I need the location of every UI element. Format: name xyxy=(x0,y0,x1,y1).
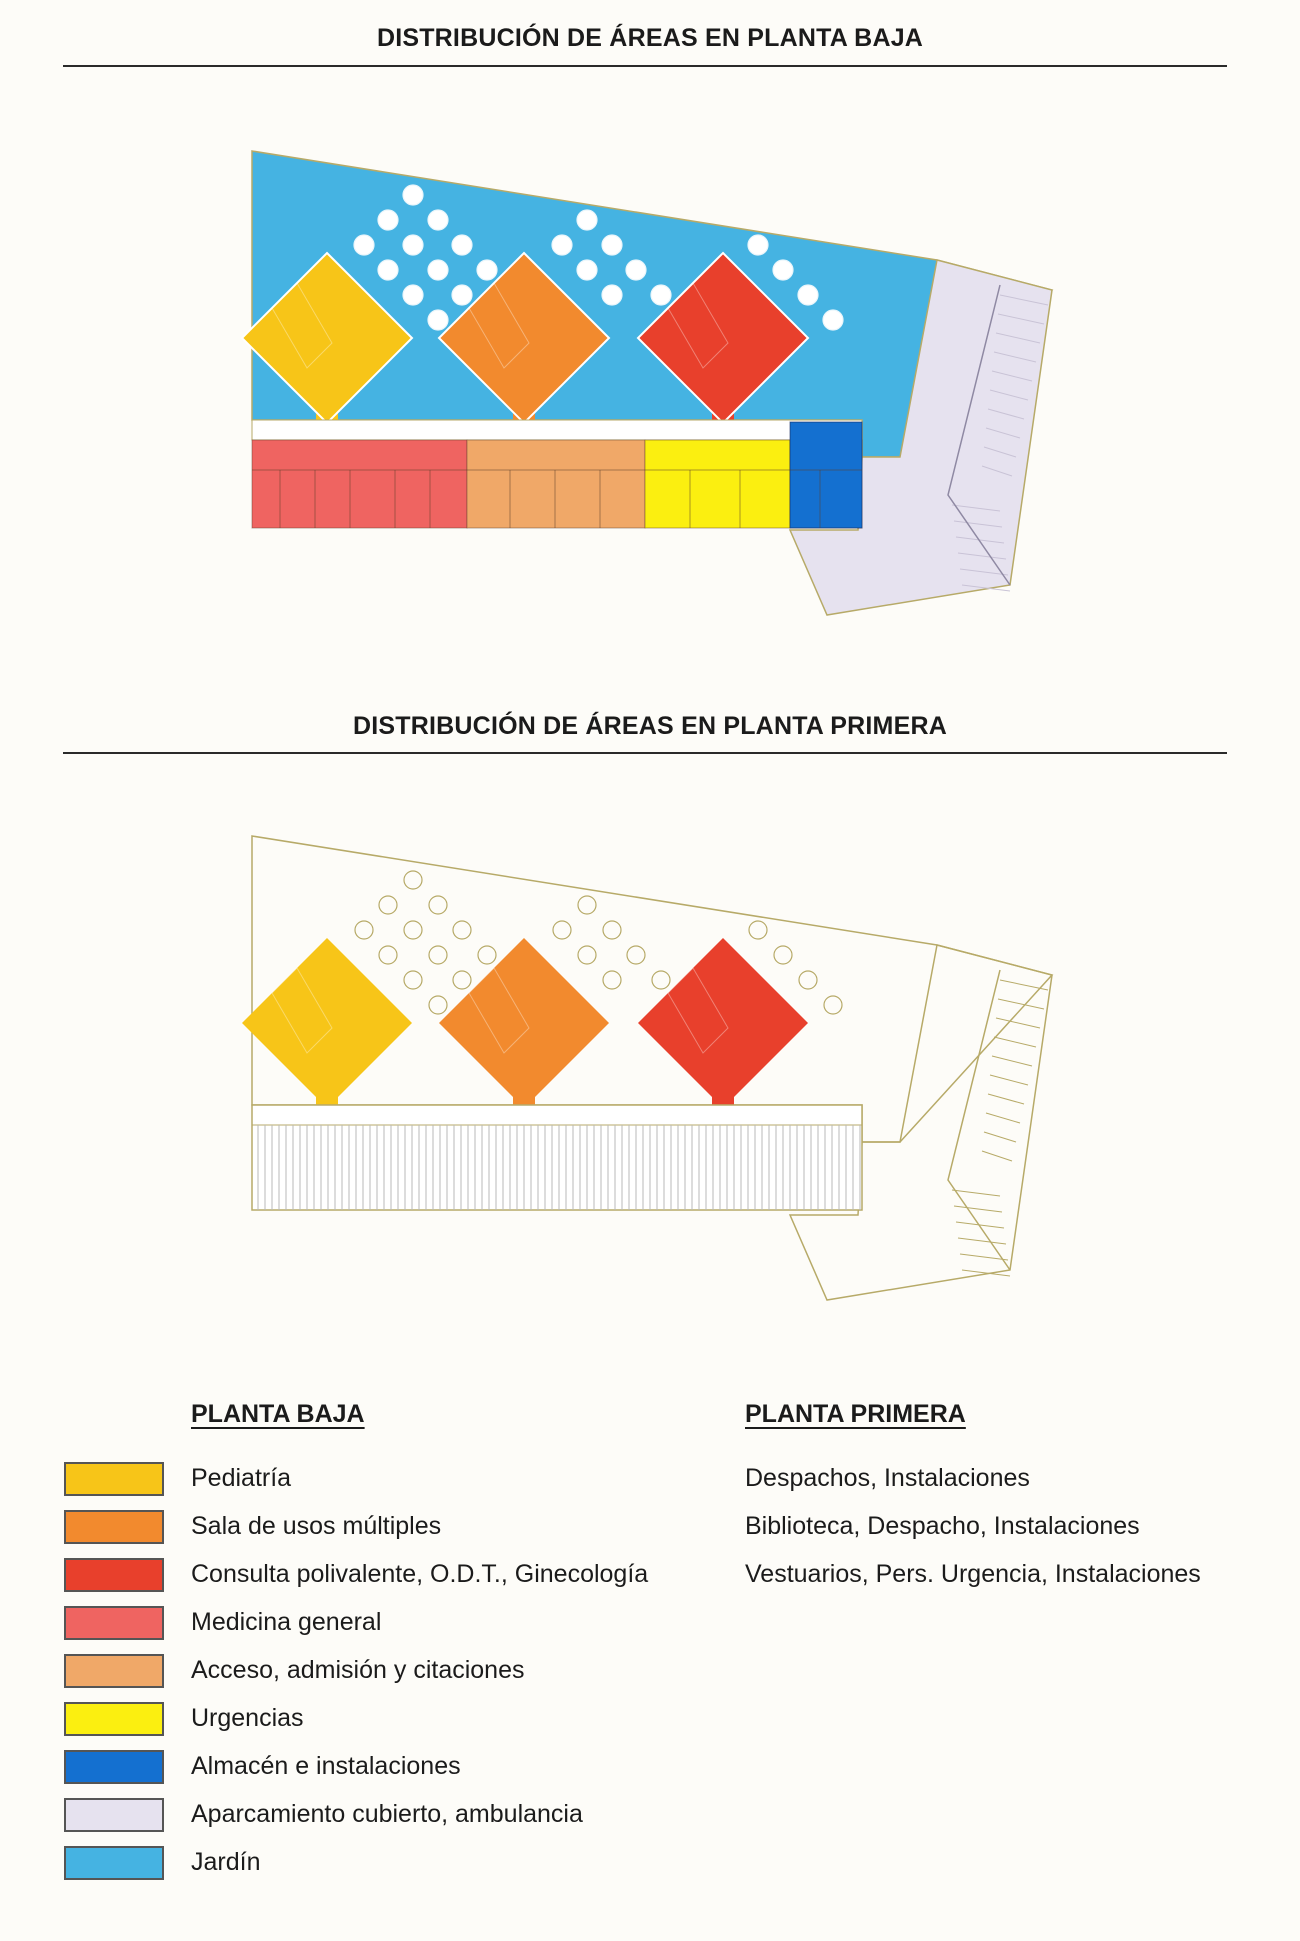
first-garden-circle xyxy=(355,921,373,939)
ground-corridor xyxy=(252,420,862,440)
ground-garden-circle xyxy=(823,310,843,330)
first-garden-circle xyxy=(429,996,447,1014)
ground-garden-circle xyxy=(477,260,497,280)
legend-heading-planta-primera: PLANTA PRIMERA xyxy=(745,1400,966,1428)
legend-item-aparcamiento xyxy=(0,1796,1300,1836)
legend-swatch xyxy=(64,1750,164,1784)
first-ramp-stripe xyxy=(996,1018,1040,1028)
ground-garden-circle xyxy=(651,285,671,305)
first-ramp-stripe xyxy=(986,1113,1020,1123)
first-ramp-stripe xyxy=(990,1075,1028,1085)
ground-garden-circle xyxy=(577,210,597,230)
legend-swatch xyxy=(64,1558,164,1592)
legend-label: Medicina general xyxy=(191,1608,382,1636)
legend-label: Sala de usos múltiples xyxy=(191,1512,442,1540)
legend-item-almacen xyxy=(0,1748,1300,1788)
legend-swatch xyxy=(64,1846,164,1880)
first-floor-plan xyxy=(0,825,1300,1315)
first-ramp-edge xyxy=(948,970,1010,1270)
ground-garden-circle xyxy=(798,285,818,305)
legend-label: Urgencias xyxy=(191,1704,304,1732)
first-garden-circle xyxy=(627,946,645,964)
legend-swatch xyxy=(64,1606,164,1640)
ground-garden-circle xyxy=(403,285,423,305)
ground-floor-rule xyxy=(63,65,1227,67)
block-urgencias xyxy=(645,440,790,528)
first-garden-circle xyxy=(429,946,447,964)
legend-swatch xyxy=(64,1702,164,1736)
legend-label: Aparcamiento cubierto, ambulancia xyxy=(191,1800,583,1828)
ground-garden-circle xyxy=(577,260,597,280)
legend-item-jardin xyxy=(0,1844,1300,1884)
ground-floor-title: DISTRIBUCIÓN DE ÁREAS EN PLANTA BAJA xyxy=(376,24,924,52)
legend-swatch xyxy=(64,1798,164,1832)
first-garden-circle xyxy=(379,896,397,914)
first-floor-item-1: Despachos, Instalaciones xyxy=(745,1464,1030,1492)
first-garden-circle xyxy=(652,971,670,989)
first-floor-strip xyxy=(252,1105,862,1210)
block-medicina-general xyxy=(252,440,467,528)
ground-garden-circle xyxy=(452,235,472,255)
legend-item-urgencias xyxy=(0,1700,1300,1740)
legend-label: Pediatría xyxy=(191,1464,292,1492)
legend-label: Almacén e instalaciones xyxy=(191,1752,461,1780)
first-garden-circle xyxy=(553,921,571,939)
first-ramp-stripe xyxy=(958,1238,1006,1244)
ground-floor-plan xyxy=(0,140,1300,630)
first-garden-circle xyxy=(404,871,422,889)
ground-garden-circle xyxy=(552,235,572,255)
legend-swatch xyxy=(64,1510,164,1544)
first-floor-rule xyxy=(63,752,1227,754)
ground-garden-circle xyxy=(403,185,423,205)
first-garden-circle xyxy=(578,896,596,914)
first-garden-circle xyxy=(429,896,447,914)
first-garden-circle xyxy=(453,921,471,939)
ground-garden-circle xyxy=(428,260,448,280)
first-garden-circle xyxy=(774,946,792,964)
block-almacen-upper xyxy=(790,422,862,528)
ground-garden-circle xyxy=(428,210,448,230)
first-garden-circle xyxy=(603,921,621,939)
legend-label: Jardín xyxy=(191,1848,261,1876)
block-acceso-admision xyxy=(467,440,645,528)
legend-swatch xyxy=(64,1654,164,1688)
ground-garden-circle xyxy=(626,260,646,280)
first-floor-title: DISTRIBUCIÓN DE ÁREAS EN PLANTA PRIMERA xyxy=(353,712,947,740)
ground-garden-circle xyxy=(354,235,374,255)
first-ramp-stripe xyxy=(994,1037,1036,1047)
legend-heading-planta-baja: PLANTA BAJA xyxy=(191,1400,365,1428)
first-ramp-stripe xyxy=(982,1151,1012,1161)
first-ramp-stripe xyxy=(1000,980,1048,990)
first-floor-item-2: Biblioteca, Despacho, Instalaciones xyxy=(745,1512,1140,1540)
ground-garden-circle xyxy=(428,310,448,330)
legend-label: Acceso, admisión y citaciones xyxy=(191,1656,525,1684)
ground-garden-circle xyxy=(452,285,472,305)
first-ramp-stripe xyxy=(998,999,1044,1009)
first-garden-circle xyxy=(453,971,471,989)
first-ramp-stripe xyxy=(988,1094,1024,1104)
ground-garden-circle xyxy=(748,235,768,255)
first-garden-circle xyxy=(379,946,397,964)
first-garden-circle xyxy=(603,971,621,989)
legend-item-acceso-admision xyxy=(0,1652,1300,1692)
first-garden-circle xyxy=(404,921,422,939)
first-garden-circle xyxy=(749,921,767,939)
first-garden-circle xyxy=(478,946,496,964)
first-garden-circle xyxy=(578,946,596,964)
ground-garden-circle xyxy=(773,260,793,280)
first-ramp-stripe xyxy=(992,1056,1032,1066)
first-ramp-stripe xyxy=(984,1132,1016,1142)
legend-label: Consulta polivalente, O.D.T., Ginecología xyxy=(191,1560,649,1588)
legend-swatch xyxy=(64,1462,164,1496)
ground-garden-circle xyxy=(403,235,423,255)
legend-item-pediatria xyxy=(0,1460,1300,1500)
legend-item-medicina-general xyxy=(0,1604,1300,1644)
ground-garden-circle xyxy=(602,235,622,255)
ground-garden-circle xyxy=(378,260,398,280)
first-floor-item-3: Vestuarios, Pers. Urgencia, Instalaciones xyxy=(745,1560,1201,1588)
first-garden-circle xyxy=(824,996,842,1014)
first-ramp-stripe xyxy=(954,1206,1002,1212)
first-garden-circle xyxy=(404,971,422,989)
ground-garden-circle xyxy=(602,285,622,305)
ground-garden-circle xyxy=(378,210,398,230)
first-garden-circle xyxy=(799,971,817,989)
